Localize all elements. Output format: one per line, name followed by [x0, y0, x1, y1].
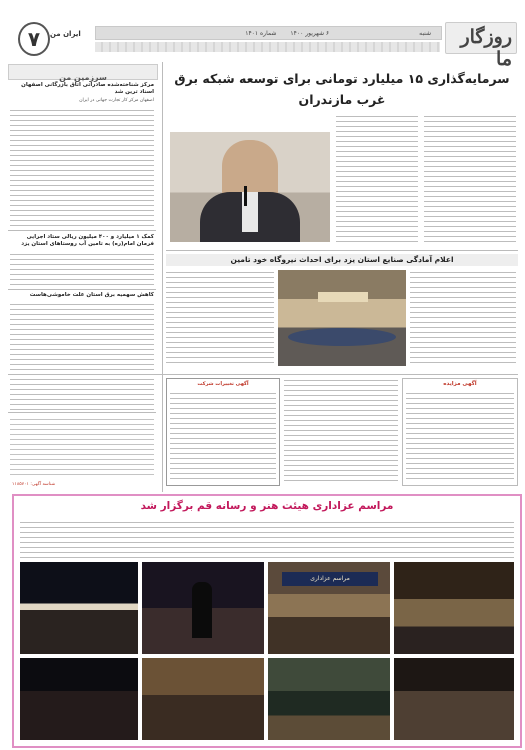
masthead-day: شنبه	[419, 29, 431, 37]
bottom-photo	[20, 562, 138, 654]
bottom-headline	[14, 500, 520, 512]
bottom-story	[12, 494, 522, 748]
main-photo	[170, 132, 330, 242]
main-headline-text: سرمایه‌گذاری ۱۵ میلیارد تومانی برای توسعه شبکه برق غرب مازندران	[174, 71, 510, 107]
left-item-3-body	[10, 302, 154, 410]
masthead-date: ۶ شهریور ۱۴۰۰	[290, 29, 330, 37]
bottom-photo	[268, 562, 390, 654]
bottom-photo	[142, 658, 264, 740]
bottom-photo	[142, 562, 264, 654]
left-column-header	[8, 64, 158, 80]
column-separator	[162, 62, 163, 492]
second-col-left	[166, 270, 274, 366]
notice-body	[406, 391, 514, 483]
boxed-ad	[166, 378, 280, 486]
second-story	[166, 252, 518, 372]
page-number-badge	[18, 22, 50, 56]
left-item-1-body	[10, 108, 154, 228]
middle-text-col	[284, 378, 398, 484]
divider	[8, 412, 156, 413]
left-item-1-headline-text: مرکز شناخته‌شده صادراتی اتاق بازرگانی اصفهان اسناد ترین شد	[21, 82, 154, 95]
bottom-text	[20, 520, 514, 558]
masthead-issue: شماره ۱۴۰۱	[245, 29, 277, 37]
left-item-1-headline	[10, 82, 154, 96]
masthead-bar-lower	[95, 42, 440, 52]
main-story	[166, 62, 518, 247]
second-col-right	[410, 270, 516, 366]
divider	[8, 289, 156, 290]
page-number: ۷	[27, 27, 41, 51]
bottom-photo	[268, 658, 390, 740]
main-photo-mic	[244, 186, 247, 206]
left-item-2-headline-text: کمک ۱ میلیارد و ۴۰۰ میلیون ریالی ستاد اجرایی فرمان امام(ره) به تامین آب روستاهای استان یزد	[21, 234, 154, 247]
left-ad-body	[10, 417, 154, 479]
left-column-title: سرزمین من	[59, 73, 107, 82]
middle-section	[166, 376, 518, 488]
bottom-headline-text: مراسم عزاداری هیئت هنر و رسانه قم برگزار شد	[140, 500, 394, 512]
second-photo-sign	[318, 292, 368, 302]
boxed-ad-body	[170, 391, 276, 481]
second-headline	[166, 254, 518, 266]
left-item-3-headline-text: کاهش سهمیه برق استان علت خاموشی‌هاست	[29, 292, 154, 298]
masthead-logo	[445, 22, 517, 70]
second-headline-text: اعلام آمادگی صنایع استان یزد برای احداث نیروگاه خود تامین	[230, 255, 454, 264]
left-item-2-body	[10, 252, 154, 287]
left-item-1-sub-text: اصفهان مرکز کار تجارت جهانی در ایران	[79, 98, 154, 103]
divider	[8, 374, 518, 375]
divider	[8, 230, 156, 231]
bottom-photo	[394, 658, 514, 740]
main-headline	[166, 68, 518, 110]
left-item-2-headline	[10, 234, 154, 248]
main-col-right	[336, 114, 418, 242]
bottom-photo	[394, 562, 514, 654]
left-ad-label: شناسه آگهی: ۱۱۸۵۷۰۱	[12, 482, 56, 487]
left-column	[8, 62, 156, 492]
bottom-banner	[282, 572, 378, 586]
speaker-figure	[192, 582, 212, 638]
second-photo-table	[288, 328, 396, 346]
notice-box	[402, 378, 518, 486]
masthead-bar	[95, 26, 442, 40]
masthead	[0, 18, 525, 70]
main-col-far-right	[424, 114, 516, 242]
boxed-ad-title: آگهی تغییرات شرکت	[197, 381, 249, 387]
divider	[166, 250, 518, 251]
second-photo	[278, 270, 406, 366]
left-item-3-headline	[10, 292, 154, 299]
section-title: ایران من	[50, 30, 81, 38]
left-item-1-sub	[10, 98, 154, 104]
bottom-photo	[20, 658, 138, 740]
bottom-banner-text: مراسم عزاداری	[310, 575, 350, 582]
logo-text: روزگار ما	[460, 26, 512, 70]
notice-title: آگهی مزایده	[443, 381, 477, 387]
